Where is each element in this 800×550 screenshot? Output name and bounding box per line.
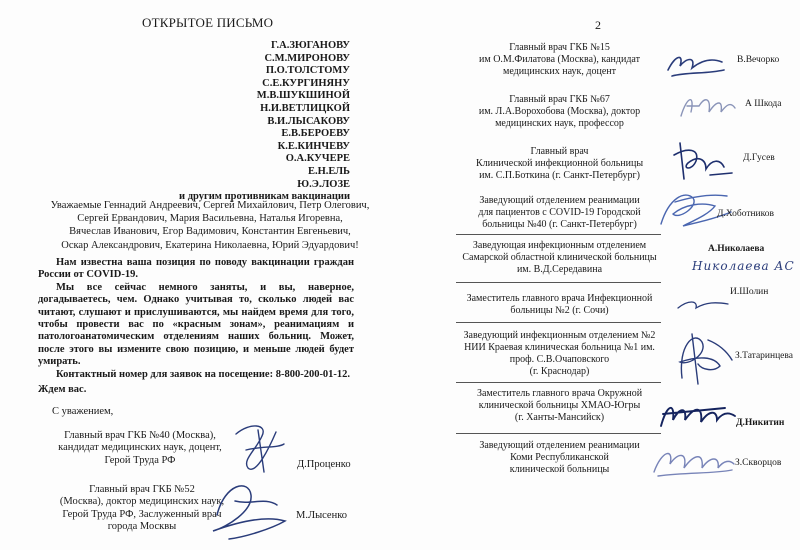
recipient: Е.В.БЕРОЕВУ — [281, 128, 350, 140]
entry-line: больницы №2 (г. Сочи) — [510, 305, 609, 316]
entry-line: Главный врач ГКБ №67 — [509, 94, 610, 105]
signer-entry — [452, 94, 667, 130]
recipient: Н.И.ВЕТЛИЦКОЙ — [260, 102, 350, 114]
entry-line: им. С.П.Боткина (г. Санкт-Петербург) — [479, 170, 640, 181]
entry-line: Заведующий отделением реанимации — [479, 440, 640, 451]
entry-line: им. В.Д.Середавина — [516, 264, 603, 275]
entry-line: Коми Республиканской — [510, 452, 609, 463]
handwritten-signature: Николаева АС — [692, 259, 795, 273]
entry-line: им. Л.А.Ворохобова (Москва), доктор — [478, 106, 641, 117]
handwritten-signature — [655, 396, 739, 434]
signer-name: А.Николаева — [708, 244, 765, 254]
divider — [456, 382, 661, 383]
recipient: К.Е.КИНЧЕВУ — [277, 140, 350, 152]
divider — [456, 282, 661, 283]
entry-line: (г. Краснодар) — [529, 366, 590, 377]
signer-name: М.Лысенко — [296, 510, 348, 521]
entry-line: Заведующая инфекционным отделением — [472, 240, 647, 251]
entry-line: медицинских наук, доцент — [502, 66, 617, 77]
signer-entry — [452, 146, 667, 182]
signer-position — [40, 430, 240, 467]
position-line: Главный врач ГКБ №40 (Москва), — [64, 430, 216, 441]
handwritten-signature — [675, 90, 739, 124]
recipient: В.И.ЛЫСАКОВУ — [267, 115, 350, 127]
position-line: (Москва), доктор медицинских наук, — [59, 496, 225, 508]
paragraph: Мы все сейчас немного заняты, и вы, наверное, догадываетесь, чем. Однако учитывая то, сколько людей вас читают, слушают и прислушиваются, мы найдем время для того, чтобы провести вас по «красным зонам», реанимациям и патологоанатомическим отделениям наших больниц. Может, после этого вы измените свою позицию, и меньше людей будет умирать. — [38, 281, 354, 368]
entry-line: (г. Ханты-Мансийск) — [514, 412, 605, 423]
closing-wait: Ждем вас. — [38, 384, 87, 395]
signer-name: В.Вечорко — [737, 55, 780, 65]
entry-line: Заведующий отделением реанимации — [479, 195, 640, 206]
signer-name: Д.Гусев — [743, 153, 775, 163]
position-line: Главный врач ГКБ №52 — [89, 484, 195, 495]
greeting-line: Уважаемые Геннадий Андреевич, Сергей Михайлович, Петр Олегович, — [50, 200, 370, 211]
handwritten-signature — [228, 420, 288, 478]
paragraph: Нам известна ваша позиция по поводу вакцинации граждан России от COVID-19. — [38, 257, 354, 281]
signer-entry — [452, 293, 667, 317]
letter-page-2 — [400, 0, 800, 550]
closing-respect: С уважением, — [52, 406, 114, 417]
signer-entry — [452, 240, 667, 276]
contact-line: Контактный номер для заявок на посещение: 8-800-200-01-12. — [56, 368, 351, 380]
signer-name: Д.Хоботников — [717, 209, 775, 219]
signer-name: И.Шолин — [730, 287, 769, 297]
position-line: Герой Труда РФ, Заслуженный врач — [62, 508, 222, 520]
recipient: П.О.ТОЛСТОМУ — [265, 65, 350, 77]
signer-entry — [452, 440, 667, 476]
signer-name: Д.Никитин — [736, 418, 785, 428]
signer-name: Д.Проценко — [297, 459, 351, 470]
recipient-list — [50, 40, 350, 204]
entry-line: клинической больницы ХМАО-Югры — [478, 400, 641, 411]
position-line: города Москвы — [107, 521, 177, 533]
entry-line: НИИ Краевая клиническая больница №1 им. — [464, 342, 655, 353]
divider — [456, 234, 661, 235]
recipient: О.А.КУЧЕРЕ — [285, 153, 350, 165]
recipient: С.М.МИРОНОВУ — [264, 52, 350, 64]
handwritten-signature — [672, 292, 732, 318]
greeting-line: Оскар Александрович, Екатерина Николаевна, Юрий Эдуардович! — [61, 239, 359, 251]
greeting — [45, 199, 375, 252]
signer-name: А Шкода — [745, 99, 782, 109]
entry-line: Заместитель главного врача Инфекционной — [466, 293, 653, 304]
entry-line: Заместитель главного врача Окружной — [476, 388, 643, 399]
entry-line: проф. С.В.Очаповского — [509, 354, 610, 365]
entry-line: Заведующий инфекционным отделением №2 — [463, 330, 656, 341]
entry-line: клинической больницы — [509, 464, 610, 475]
signer-entry — [452, 42, 667, 78]
signer-entry — [452, 195, 667, 231]
position-line: кандидат медицинских наук, доцент, — [58, 442, 222, 454]
entry-line: медицинских наук, профессор — [495, 118, 624, 129]
signer-entry — [452, 330, 667, 378]
recipient: М.В.ШУКШИНОЙ — [256, 90, 350, 102]
handwritten-signature — [662, 48, 730, 84]
entry-line: Клинической инфекционной больницы — [475, 158, 644, 169]
letter-body — [38, 257, 354, 381]
handwritten-signature — [205, 475, 295, 545]
handwritten-signature — [648, 440, 738, 480]
entry-line: Главный врач — [530, 146, 589, 157]
recipient: Ю.Э.ЛОЗЕ — [297, 178, 350, 190]
entry-line: больницы №40 (г. Санкт-Петербург) — [482, 219, 637, 230]
greeting-line: Вячеслав Иванович, Егор Вадимович, Константин Евгеньевич, — [69, 226, 351, 238]
recipient: С.Е.КУРГИНЯНУ — [262, 77, 350, 89]
entry-line: Главный врач ГКБ №15 — [509, 42, 610, 53]
handwritten-signature — [668, 326, 738, 386]
signer-name: З.Татаринцева — [735, 351, 793, 361]
entry-line: им О.М.Филатова (Москва), кандидат — [479, 54, 640, 65]
position-line: Герой Труда РФ — [104, 454, 176, 466]
recipients-tail: и другим противникам вакцинации — [179, 191, 350, 203]
signer-name: З.Скворцов — [735, 458, 782, 468]
greeting-line: Сергей Ервандович, Мария Васильевна, Наталья Игоревна, — [77, 213, 343, 225]
divider — [456, 322, 661, 323]
recipient: Е.Н.ЕЛЬ — [307, 165, 350, 177]
letter-title: ОТКРЫТОЕ ПИСЬМО — [142, 15, 274, 30]
entry-line: Самарской областной клинической больницы — [462, 252, 657, 263]
handwritten-signature — [670, 135, 736, 185]
signer-entry — [452, 388, 667, 424]
page-number: 2 — [595, 18, 601, 32]
divider — [456, 433, 661, 434]
entry-line: для пациентов с COVID-19 Городской — [478, 207, 641, 218]
recipient: Г.А.ЗЮГАНОВУ — [270, 40, 350, 51]
